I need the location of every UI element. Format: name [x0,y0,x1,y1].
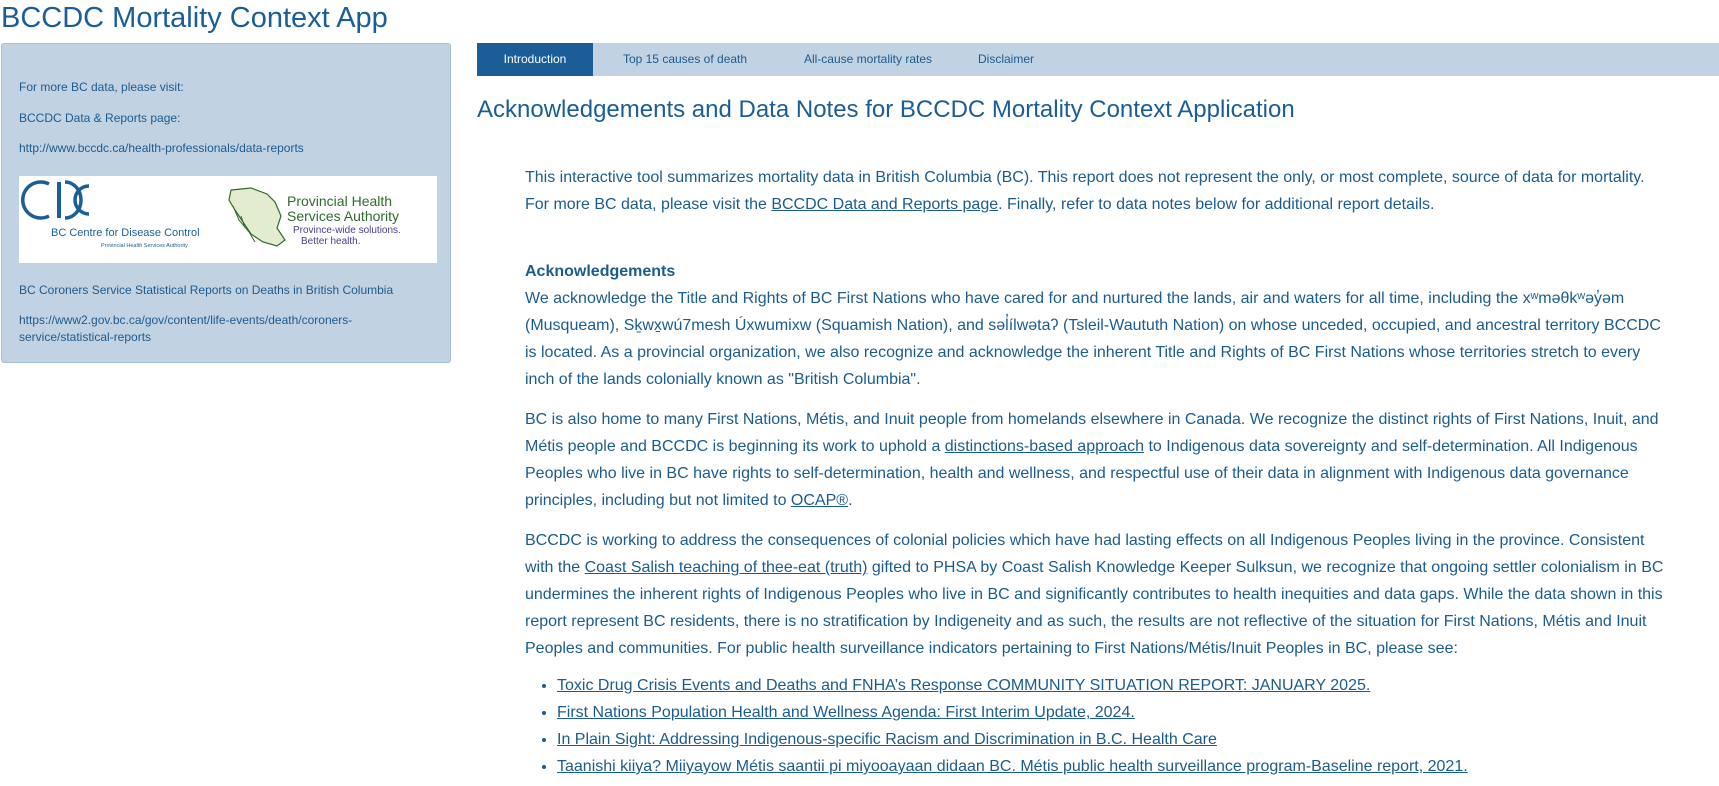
intro-paragraph [525,164,1670,218]
acknowledgements-heading: Acknowledgements [525,263,676,280]
ack-p2-text-2: to Indigenous data sovereignty and self-determination. All Indigenous Peoples who live in BC have rights to self-determination, health and wellness, and respectful use of their data in alignment with Indigenous data governance principles, including but not limited to [525,438,1638,509]
bccdc-logo [23,182,200,249]
logos-svg [19,176,437,263]
metis-surveillance-report-link[interactable]: Taanishi kiiya? Miiyayow Métis saantii pi miyooayaan didaan BC. Métis public health surveillance program-Baseline report, 2021. [557,758,1468,775]
sidebar-intro: For more BC data, please visit: [19,80,184,94]
phsa-tagline-1: Province-wide solutions. [293,225,401,236]
sidebar-reports-link[interactable]: http://www.bccdc.ca/health-professionals/data-reports [19,141,304,155]
tab-bar [477,43,1719,76]
ack-paragraph-2 [525,406,1670,514]
list-item [557,753,1670,780]
main-content [525,164,1670,780]
list-item [557,726,1670,753]
tab-top-15-causes[interactable]: Top 15 causes of death [622,52,748,66]
intro-text-2: . Finally, refer to data notes below for additional report details. [998,196,1435,213]
ocap-link[interactable]: OCAP® [790,492,849,509]
tab-disclaimer[interactable]: Disclaimer [977,52,1034,66]
intro-text-1: This interactive tool summarizes mortality data in British Columbia (BC). This report does not represent the only, or most complete, source of data for mortality. For more BC data, please visit the [525,169,1645,213]
logo-banner [19,176,437,263]
bccdc-subtitle: Provincial Health Services Authority [101,243,188,249]
sidebar-reports-label: BCCDC Data & Reports page: [19,111,181,125]
app-title: BCCDC Mortality Context App [1,2,388,34]
tab-introduction[interactable]: Introduction [477,43,593,76]
list-item [557,699,1670,726]
sidebar-coroners-link[interactable]: https://www2.gov.bc.ca/gov/content/life-events/death/coroners-service/statistical-reports [19,313,353,344]
distinctions-based-approach-link[interactable]: distinctions-based approach [944,438,1145,455]
list-item [557,672,1670,699]
ack-p3-text-1: BCCDC is working to address the consequences of colonial policies which have had lasting effects on all Indigenous Peoples living in the province. Consistent with the [525,532,1645,576]
ack-p2-text-1: BC is also home to many First Nations, Métis, and Inuit people from homelands elsewhere in Canada. We recognize the distinct rights of First Nations, Inuit, and Métis people and BCCDC is beginning its work to uphold a [525,411,1659,455]
fn-population-health-link[interactable]: First Nations Population Health and Wellness Agenda: First Interim Update, 2024. [557,704,1135,721]
phsa-name-line2: Services Authority [287,208,400,224]
ack-p2-text-3: . [848,492,853,509]
phsa-name-line1: Provincial Health [287,193,393,209]
sidebar-panel [1,43,451,363]
ack-p3-text-2: gifted to PHSA by Coast Salish Knowledge Keeper Sulksun, we recognize that ongoing settler colonialism in BC undermines the inherent rights of Indigenous Peoples who live in BC and significantly contributes to health inequities and data gaps. While the data shown in this report represent BC residents, there is no stratification by Indigeneity and as such, the results are not reflective of the situation for First Nations, Métis and Inuit Peoples and communities. For public health surveillance indicators pertaining to First Nations/Métis/Inuit Peoples in BC, please see: [525,559,1664,657]
ack-paragraph-3 [525,527,1670,662]
bccdc-data-reports-link[interactable]: BCCDC Data and Reports page [771,196,999,213]
bccdc-name: BC Centre for Disease Control [51,227,200,239]
phsa-tagline-2: Better health. [301,236,361,247]
in-plain-sight-link[interactable]: In Plain Sight: Addressing Indigenous-specific Racism and Discrimination in B.C. Health Care [557,731,1217,748]
coast-salish-teaching-link[interactable]: Coast Salish teaching of thee-eat (truth) [584,559,868,576]
sidebar-coroners-label: BC Coroners Service Statistical Reports on Deaths in British Columbia [19,283,394,297]
ack-paragraph-1: We acknowledge the Title and Rights of BC First Nations who have cared for and nurtured the lands, air and waters for all time, including the xʷməθkʷəy̓əm (Musqueam), Sḵwx̱wú7mesh Úxwumixw (Squamish Nation), and səl̓ílwətaʔ (Tsleil-Waututh Nation) on whose unceded, occupied, and ancestral territory BCCDC is located. As a provincial organization, we also recognize and acknowledge the inherent Title and Rights of BC First Nations whose territories stretch to every inch of the lands colonially known as "British Columbia". [525,290,1661,388]
toxic-drug-crisis-report-link[interactable]: Toxic Drug Crisis Events and Deaths and FNHA’s Response COMMUNITY SITUATION REPORT: JANUARY 2025. [557,677,1371,694]
phsa-logo [229,188,401,247]
surveillance-links-list [525,672,1670,780]
tab-all-cause-mortality[interactable]: All-cause mortality rates [803,52,933,66]
page-title: Acknowledgements and Data Notes for BCCDC Mortality Context Application [477,96,1295,123]
